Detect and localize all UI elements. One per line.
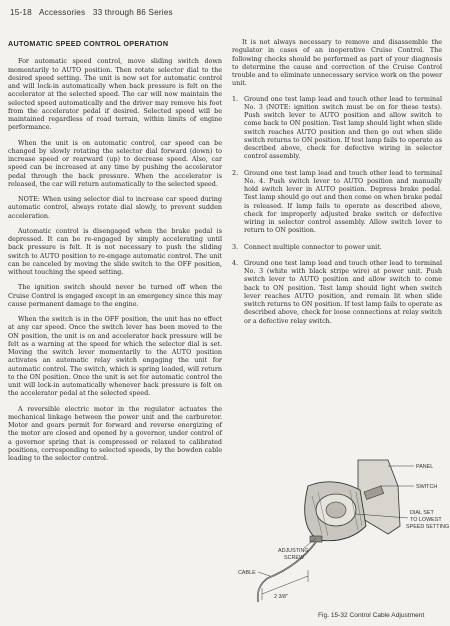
page-header xyxy=(10,8,178,17)
step-text: Ground one test lamp lead and touch other lead to terminal No. 4. Push switch lever to AUTO position and manually hold switch lever in AUTO position. Depress brake pedal. Test lamp should go out and then come on when brake pedal is released. If lamp fails to operate as described above, check for improperly adjusted brake switch or defective wiring in selector control assembly. Allow switch lever to return to ON position. xyxy=(244,168,442,235)
list-item xyxy=(232,169,442,235)
step-text: Ground one test lamp lead and touch other lead to terminal No. 3 (white with black stripe wire) at power unit. Push switch lever to AUTO position and allow switch to come back to ON position. Test lamp should light when switch lever reaches AUTO position, and remain lit when slide switch returns to ON position. If test lamp fails to operate as described above, check for loose connections at relay switch or a defective relay switch. xyxy=(244,258,442,325)
paragraph: The ignition switch should never be turned off when the Cruise Control is engaged except in an emergency since this may cause permanent damage to the engine. xyxy=(8,283,222,308)
panel-label: PANEL xyxy=(416,464,434,470)
control-cable-figure xyxy=(238,456,450,618)
step-number: 4. xyxy=(232,258,239,267)
dimension-label: 2 3/8" xyxy=(274,594,288,600)
adjusting-label-line2: SCREW xyxy=(284,555,305,561)
left-column xyxy=(8,36,222,469)
page-number: 15-18 xyxy=(10,8,32,17)
list-item xyxy=(232,95,442,161)
paragraph: Automatic control is disengaged when the brake pedal is depressed. It can be re-engaged by simply accelerating until back pressure is felt. It is not necessary to push the sliding switch to AUTO position to re-engage automatic control. The unit can be canceled by moving the slide switch to the OFF position, without touching the speed setting. xyxy=(8,226,222,276)
switch-label: SWITCH xyxy=(416,484,438,490)
paragraph: When the unit is on automatic control, car speed can be changed by slowly rotating the selector dial forward (down) to increase speed or rearward (up) to decrease speed. Also, car speed can be increased at any time by pushing the accelerator pedal through the back pressure. When the accelerator is released, the car will return automatically to the selected speed. xyxy=(8,138,222,188)
step-number: 3. xyxy=(232,242,239,251)
dial-label-line1: DIAL SET xyxy=(410,510,434,516)
list-item xyxy=(232,243,442,251)
test-steps xyxy=(232,95,442,325)
list-item xyxy=(232,259,442,325)
paragraph: A reversible electric motor in the regulator actuates the mechanical linkage between the power unit and the carburetor. Motor and gears permit for forward and reverse energizing of the motor are closed and opened by a governor, under control of a governor spring that is compressed or relaxed to calibrated positions, corresponding to selected speeds, by the bowden cable leading to the selector control. xyxy=(8,404,222,462)
right-column xyxy=(232,38,442,333)
intro-paragraph: It is not always necessary to remove and disassemble the regulator in cases of an inoperative Cruise Control. The following checks should be performed as part of your diagnosis to determine the cause and correction of the Cruise Control trouble and to eliminate unnecessary service work on the power unit. xyxy=(232,38,442,88)
paragraph: When the switch is in the OFF position, the unit has no effect at any car speed. Once the switch lever has been moved to the ON position, the unit is on and accelerator back pressure will be felt as a warning at the speed for which the selector dial is set. Moving the switch lever momentarily to the AUTO position activates an automatic relay switch engaging the unit for automatic control. The switch, which is spring loaded, will return to the ON position. Once the unit is set for automatic control the unit will lock-in automatically whenever back pressure is felt on the accelerator pedal at the selected speed. xyxy=(8,315,222,398)
cable-label: CABLE xyxy=(238,570,256,576)
cable-adjustment-illustration xyxy=(238,456,450,606)
note-paragraph: NOTE: When using selector dial to increase car speed during automatic control, always rotate dial slowly, to prevent sudden acceleration. xyxy=(8,195,222,220)
step-text: Connect multiple connector to power unit. xyxy=(244,242,382,251)
step-text: Ground one test lamp lead and touch other lead to terminal No. 3 (NOTE: ignition switch must be on for these tests). Push switch lever to AUTO position and allow switch to come back to ON position. Test lamp should light when slide switch reaches AUTO position and then go out when slide switch returns to ON position. If test lamp fails to operate as described above, check for defective wiring in selector control assembly. xyxy=(244,94,442,161)
section-name: Accessories xyxy=(38,8,86,17)
figure-caption: Fig. 15-32 Control Cable Adjustment xyxy=(318,612,425,619)
series-range: 33 through 86 Series xyxy=(92,8,173,17)
dial-label-line3: SPEED SETTING xyxy=(406,524,450,530)
step-number: 1. xyxy=(232,94,239,103)
paragraph: For automatic speed control, move sliding switch down momentarily to AUTO position. Then rotate selector dial to the desired speed setting. The unit is now set for automatic control and will lock-in automatically when back pressure is felt on the accelerator at the selected speed. The car will now maintain the selected speed automatically and the driver may remove his foot from the accelerator pedal if desired. Selected speed will be maintained regardless of road terrain, within limits of engine performance. xyxy=(8,57,222,132)
adjusting-label-line1: ADJUSTING xyxy=(278,548,309,554)
section-title: AUTOMATIC SPEED CONTROL OPERATION xyxy=(8,39,169,48)
dial-label-line2: TO LOWEST xyxy=(410,517,442,523)
step-number: 2. xyxy=(232,168,239,177)
